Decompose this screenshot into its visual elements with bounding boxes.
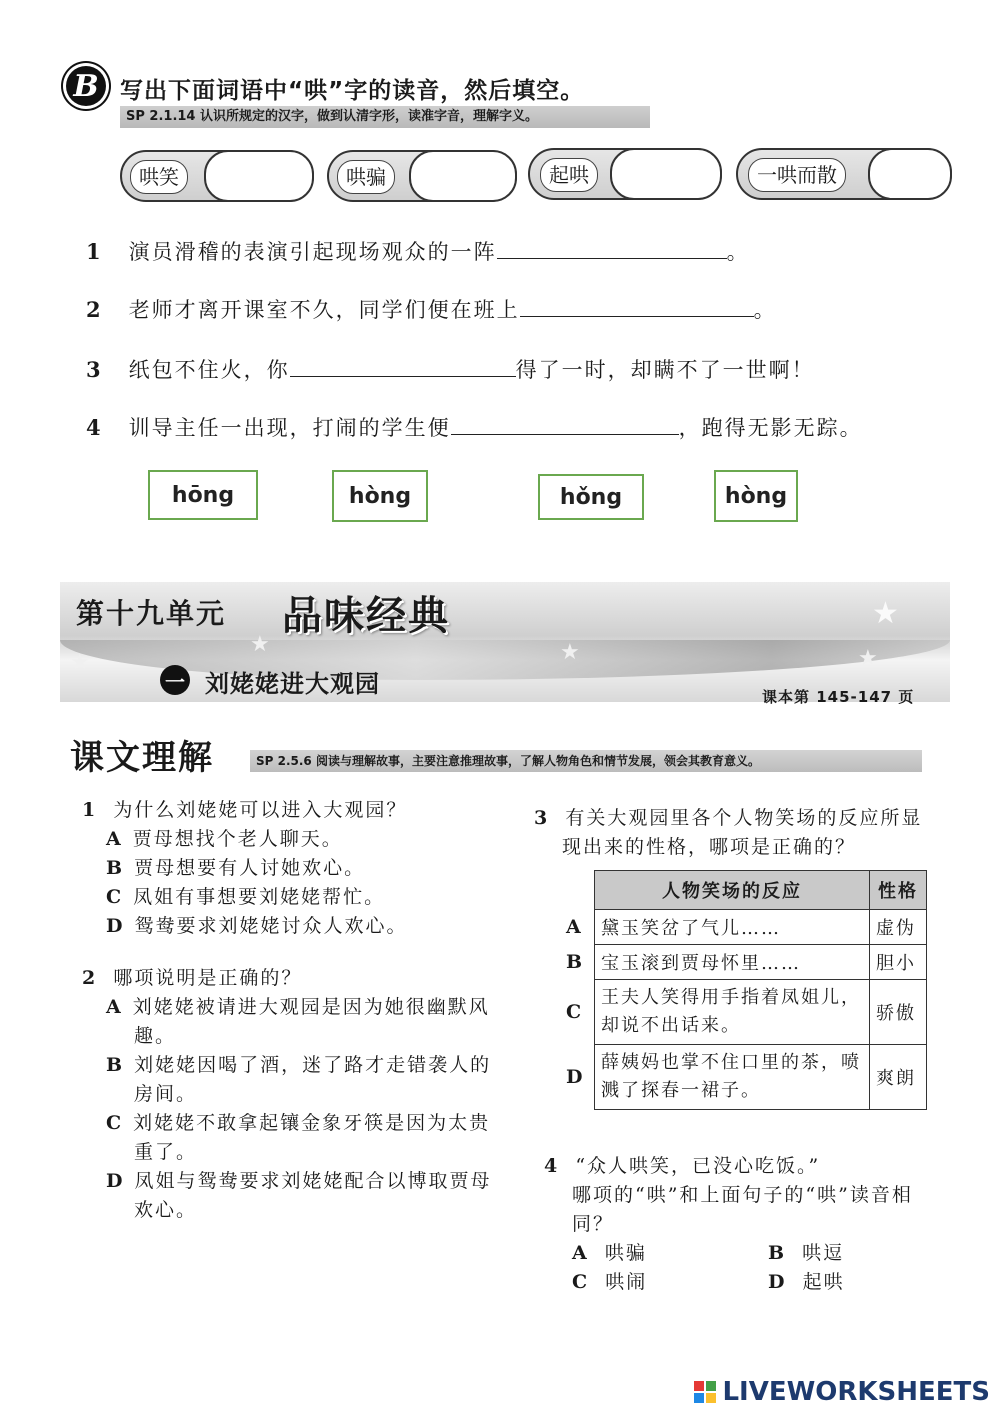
option-d[interactable]: D 凤姐与鸳鸯要求刘姥姥配合以博取贾母欢心。 [106, 1170, 492, 1221]
row-letter: B [566, 951, 585, 973]
q4-options [544, 1239, 944, 1297]
lesson-title: 刘姥姥进大观园 [205, 670, 380, 698]
mc-question-3 [534, 804, 934, 862]
lesson-number: 一 [160, 665, 190, 695]
logo-icon [694, 1381, 716, 1403]
word-label: 哄笑 [130, 160, 188, 194]
table-row[interactable] [560, 980, 927, 1045]
question-quote [544, 1152, 944, 1181]
question-number: 1 [86, 239, 103, 264]
mc-question-4 [544, 1152, 944, 1297]
brand-name: LIVEWORKSHEETS [722, 1377, 990, 1407]
option-c[interactable]: C 哄闹 [572, 1271, 648, 1293]
question-tail: 。 [753, 298, 777, 322]
word-pill-4 [736, 148, 952, 200]
unit-title: 品味经典 [282, 593, 450, 639]
question-number: 2 [86, 297, 103, 322]
question-text: 老师才离开课室不久，同学们便在班上 [128, 298, 520, 322]
blank-4[interactable] [451, 414, 679, 435]
question-text: 纸包不住火，你 [128, 358, 290, 382]
word-answer-box[interactable] [610, 148, 722, 200]
option-c[interactable]: C 刘姥姥不敢拿起镶金象牙筷是因为太贵重了。 [106, 1112, 491, 1163]
star-icon: ★ [70, 650, 90, 675]
option-b[interactable]: B 刘姥姥因喝了酒，迷了路才走错袭人的房间。 [106, 1054, 492, 1105]
reaction-cell: 王夫人笑得用手指着凤姐儿，却说不出话来。 [595, 980, 870, 1045]
word-pill-1 [120, 150, 314, 202]
question-text: 为什么刘姥姥可以进入大观园？ [113, 799, 408, 821]
fill-question-3 [86, 354, 815, 384]
question-number: 1 [82, 799, 98, 821]
question-text: 训导主任一出现，打闹的学生便 [128, 416, 451, 440]
word-answer-box[interactable] [409, 150, 517, 202]
option-b[interactable]: B 哄逗 [768, 1242, 845, 1264]
section-b-title: 写出下面词语中“哄”字的读音，然后填空。 [120, 78, 585, 104]
fill-question-2 [86, 294, 777, 324]
star-icon: ★ [250, 632, 270, 657]
question-stem [82, 964, 492, 993]
question-text: 哪项的“哄”和上面句子的“哄”读音相同？ [572, 1184, 913, 1235]
reaction-table-wrapper [560, 870, 927, 1110]
reaction-cell: 宝玉滚到贾母怀里…… [595, 945, 870, 980]
blank-1[interactable] [497, 238, 727, 259]
question-stem [82, 796, 502, 825]
option-d[interactable]: D 起哄 [768, 1271, 845, 1293]
textbook-reference: 课本第 145-147 页 [762, 688, 915, 706]
option-a[interactable]: A 哄骗 [572, 1242, 647, 1264]
word-label: 哄骗 [337, 160, 395, 194]
word-answer-box[interactable] [868, 148, 952, 200]
blank-2[interactable] [520, 296, 754, 317]
word-pill-3 [528, 148, 722, 200]
word-answer-box[interactable] [204, 150, 314, 202]
word-pill-2 [327, 150, 517, 202]
mc-question-2 [82, 964, 492, 1225]
trait-cell: 虚伪 [870, 910, 927, 945]
option-d[interactable]: D 鸳鸯要求刘姥姥讨众人欢心。 [106, 915, 408, 937]
reaction-cell: 黛玉笑岔了气儿…… [595, 910, 870, 945]
table-header-reaction: 人物笑场的反应 [595, 871, 870, 910]
liveworksheets-logo[interactable] [694, 1377, 990, 1407]
star-icon: ★ [560, 640, 580, 665]
word-label: 一哄而散 [748, 158, 846, 192]
unit-label: 第十九单元 [76, 597, 227, 630]
table-row[interactable] [560, 910, 927, 945]
question-tail: 得了一时，却瞒不了一世啊！ [515, 358, 815, 382]
pinyin-answer-3[interactable]: hǒng [538, 474, 644, 520]
question-number: 2 [82, 967, 98, 989]
reaction-cell: 薛姨妈也掌不住口里的茶，喷溅了探春一裙子。 [595, 1045, 870, 1110]
row-letter: D [566, 1066, 585, 1088]
pinyin-answer-1[interactable]: hōng [148, 470, 258, 520]
mc-question-1 [82, 796, 502, 941]
star-icon: ★ [872, 596, 899, 631]
comprehension-title: 课文理解 [70, 738, 214, 778]
question-text: 哪项说明是正确的？ [113, 967, 303, 989]
section-b-badge: B [66, 66, 106, 106]
star-icon: ★ [858, 646, 878, 671]
fill-question-1 [86, 236, 750, 266]
pinyin-answer-2[interactable]: hòng [332, 470, 428, 522]
question-tail: 。 [726, 240, 750, 264]
question-number: 4 [544, 1155, 560, 1177]
question-stem [534, 804, 934, 862]
question-number: 3 [534, 807, 550, 829]
trait-cell: 爽朗 [870, 1045, 927, 1110]
fill-question-4 [86, 412, 863, 442]
question-text: 演员滑稽的表演引起现场观众的一阵 [128, 240, 497, 264]
row-letter: A [566, 916, 583, 938]
reaction-table [560, 870, 927, 1110]
word-label: 起哄 [540, 158, 598, 192]
trait-cell: 胆小 [870, 945, 927, 980]
table-row[interactable] [560, 1045, 927, 1110]
option-b[interactable]: B 贾母想要有人讨她欢心。 [106, 857, 366, 879]
trait-cell: 骄傲 [870, 980, 927, 1045]
quote-text: “众人哄笑，已没心吃饭。” [575, 1155, 821, 1177]
blank-3[interactable] [290, 356, 516, 377]
question-number: 4 [86, 415, 103, 440]
question-text: 有关大观园里各个人物笑场的反应所显现出来的性格，哪项是正确的？ [562, 807, 923, 858]
section-b-sp-objective: SP 2.1.14 认识所规定的汉字，做到认清字形，读准字音，理解字义。 [120, 106, 650, 128]
row-letter: C [566, 1001, 584, 1023]
question-number: 3 [86, 357, 103, 382]
option-c[interactable]: C 凤姐有事想要刘姥姥帮忙。 [106, 886, 386, 908]
option-a[interactable]: A 贾母想找个老人聊天。 [106, 828, 343, 850]
table-header-trait: 性格 [870, 871, 927, 910]
table-row[interactable] [560, 945, 927, 980]
pinyin-answer-4[interactable]: hòng [714, 470, 798, 522]
option-a[interactable]: A 刘姥姥被请进大观园是因为她很幽默风趣。 [106, 996, 490, 1047]
question-tail: ，跑得无影无踪。 [678, 416, 863, 440]
comprehension-sp-objective: SP 2.5.6 阅读与理解故事，主要注意推理故事，了解人物角色和情节发展，领会其教育意义。 [250, 750, 922, 772]
